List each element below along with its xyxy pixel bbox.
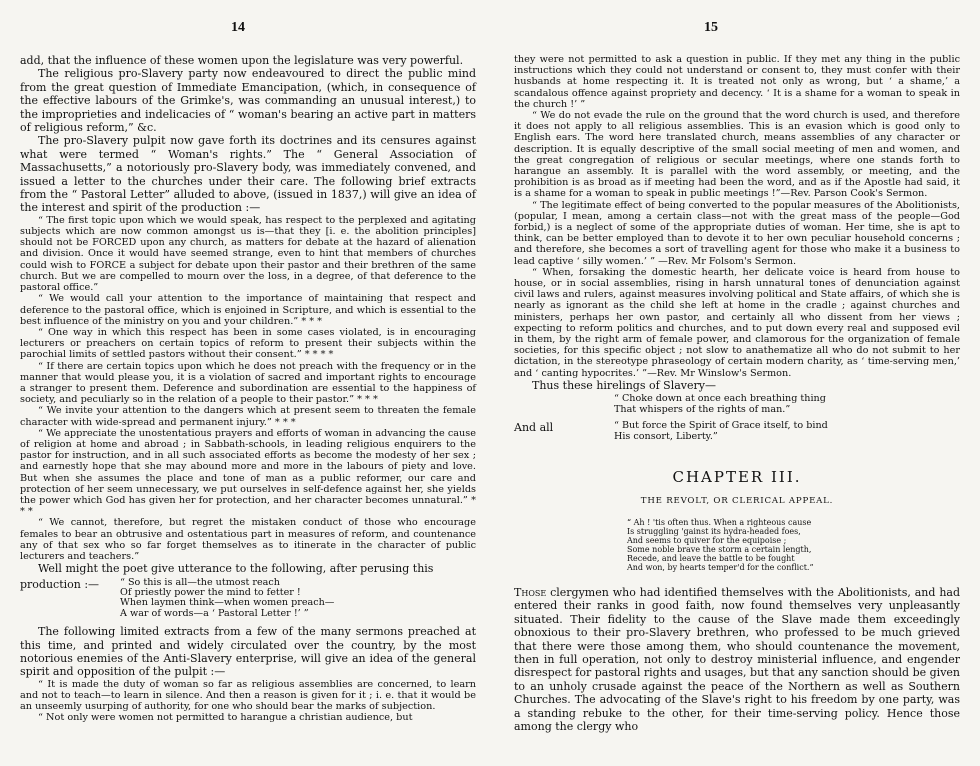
chapter-motto — [627, 518, 847, 572]
verse-line: “ So this is all—the utmost reach — [120, 576, 280, 588]
motto-line: And won, by hearts temper'd for the conflict.” — [627, 562, 814, 572]
verse-block — [20, 578, 476, 620]
paragraph: The following limited extracts from a few of the many sermons preached at this time, and printed and widely circulated over the country, by the most notorious enemies of the Anti-Slavery enterprise, will give an idea of the general spirit and opposition of the pulpit :— — [20, 625, 476, 679]
page-number: 15 — [704, 20, 718, 35]
paragraph: The pro-Slavery pulpit now gave forth its doctrines and its censures against what were termed “ Woman's rights.” The “ General Association of Massachusetts,” a notoriously pro-Slavery body, was immediately convened, and issued a letter to the churches under their care. The following brief extracts from the “ Pastoral Letter” alluded to above, (issued in 1837,) will give an idea of the interest and spirit of the production :— — [20, 134, 476, 215]
verse-block — [514, 394, 960, 415]
right-column — [514, 54, 960, 733]
right-page — [490, 0, 980, 766]
quoted-extract: “ The first topic upon which we would speak, has respect to the perplexed and agitating subjects which are now common amongst us is—that they [i. e. the abolition principles] should not be FORCED upon any church, as matters for debate at the hazard of alienation and division. Once it would have seemed strange, even to hint that members of churches could wish to FORCE a subject for debate upon their pastor and their brethren of the same church. But we are compelled to mourn over the loss, in a degree, of that deference to the pastoral office.” — [20, 214, 476, 294]
paragraph: Thus these hirelings of Slavery— — [532, 378, 716, 392]
motto-line: “ Ah ! 'tis often thus. When a righteous cause — [627, 517, 812, 527]
page-number: 14 — [231, 20, 245, 35]
verse-line: A war of words—a ‘ Pastoral Letter !’ ” — [120, 607, 309, 619]
quoted-extract: “ If there are certain topics upon which he does not preach with the frequency or in the manner that would please you, it is a violation of sacred and important rights to encourage a stranger to present them. Deference and subordination are essential to the happiness of society, and peculiarly so in the relation of a people to their pastor.” * * * — [20, 360, 476, 406]
verse-line: That whispers of the rights of man.” — [614, 403, 791, 415]
motto-line: Is struggling 'gainst its hydra-headed foes, — [627, 526, 801, 536]
chapter-paragraph — [514, 586, 960, 733]
quoted-extract: “ When, forsaking the domestic hearth, her delicate voice is heard from house to house, or in social assemblies, rising in harsh unnatural tones of denunciation against civil laws and rulers, against measures involving political and State affairs, of which she is nearly as ignorant as the child she left at home in the cradle ; against churches and ministers, perhaps her own pastor, and certainly all who dissent from her views ; expecting to reform politics and churches, and to put down every real and supposed evil in them, by the right arm of female power, and clamorous for the organization of female societies, for this specific object ; not slow to anathematize all who do not submit to her dictation, in the stereotype phraseology of certain modern charity, as ‘ time-serving men,’ and ‘ canting hypocrites.’ ”—Rev. Mr Winslow's Sermon. — [514, 266, 960, 379]
chapter-subtitle: THE REVOLT, OR CLERICAL APPEAL. — [640, 495, 834, 506]
quoted-extract: they were not permitted to ask a question in public. If they met any thing in the public instructions which they could not understand or consent to, they must confer with their husbands at home respecting it. It is treated not only as wrong, but ‘ a shame,’ a scandalous offence against propriety and decency. ‘ It is a shame for a woman to speak in the church !’ ” — [514, 54, 960, 110]
left-column — [20, 54, 476, 724]
quoted-extract: “ We invite your attention to the dangers which at present seem to threaten the female character with wide-spread and permanent injury.” * * * — [20, 405, 476, 428]
quoted-extract: “ We cannot, therefore, but regret the mistaken conduct of those who encourage females to bear an obtrusive and ostentatious part in measures of reform, and countenance any of that sex who so far forget themselves as to itinerate in the character of public lecturers and teachers.” — [20, 517, 476, 562]
verse-line: “ Choke down at once each breathing thing — [614, 393, 826, 405]
verse-label: And all — [514, 421, 554, 435]
paragraph: The religious pro-Slavery party now endeavoured to direct the public mind from the great question of Immediate Emancipation, (which, in consequence of the effective labours of the Grimke's, was commanding an unusual interest,) to the improprieties and indelicacies of “ woman's bearing an active part in matters of religious reform,” &c. — [20, 67, 476, 135]
verse-label: production :— — [20, 577, 100, 591]
verse-line: Of priestly power the mind to fetter ! — [120, 586, 301, 598]
chapter-opening-word: Those — [514, 585, 547, 599]
verse-block — [514, 421, 960, 442]
quoted-extract: “ We would call your attention to the importance of maintaining that respect and deference to the pastoral office, which is enjoined in Scripture, and which is essential to the best influence of the ministry on you and your children.” * * * — [20, 293, 476, 327]
quoted-extract: “ We do not evade the rule on the ground that the word church is used, and therefore it does not apply to all religious assemblies. This is an evasion which is good only to English ears. The word here translated church, means assemblies of any character or description. It is equally descriptive of the small social meeting of men and women, and the great congregation of religious or secular meetings, where one stands forth to harangue an assembly. It is parallel with the word assembly, or meeting, and the prohibition is as broad as if meeting had been the word, and as if the Apostle had said, it is a shame for a woman to speak in public meetings !”—Rev. Parson Cook's Sermon. — [514, 110, 960, 200]
quoted-extract: “ We appreciate the unostentatious prayers and efforts of woman in advancing the cause of religion at home and abroad ; in Sabbath-schools, in leading religious enquirers to the pastor for instruction, and in all such associated efforts as become the modesty of her sex ; and earnestly hope that she may abound more and more in the labours of piety and love. But when she assumes the place and tone of man as a public reformer, our care and protection of her seem unnecessary, we put ourselves in self-defence against her, she yields the power which God has given her for protection, and her character becomes unnatural.” * * * — [20, 427, 476, 518]
motto-line: And seems to quiver for the equipoise ; — [627, 535, 787, 545]
chapter-text: clergymen who had identified themselves with the Abolitionists, and had entered their ranks in good faith, now found themselves very unpleasantly situated. Their fidelity to the cause of the Slave made them exceedingly obnoxious to their pro-Slavery brethren, who professed to be much grieved that there were those among them, who should countenance the movement, then in full operation, not only to destroy ministerial influence, and engender disrespect for pastoral rights and usages, but that any sanction should be given to an unholy crusade against the peace of the Northern as well as Southern Churches. The advocating of the Slave's right to his freedom by one party, was a standing rebuke to the other, for their time-serving policy. Hence those among the clergy who — [514, 585, 961, 733]
quoted-extract: “ The legitimate effect of being converted to the popular measures of the Abolitionists, (popular, I mean, among a certain class—not with the great mass of the people—God forbid,) is a neglect of some of the appropriate duties of woman. Her time, she is apt to think, can be better employed than to devote it to her own peculiar household concerns ; and therefore, she becomes a sort of travelling agent for those who make it a business to lead captive ‘ silly women.’ ” —Rev. Mr Folsom's Sermon. — [514, 199, 960, 267]
quoted-extract: “ One way in which this respect has been in some cases violated, is in encouraging lecturers or preachers on certain topics of reform to present their subjects within the parochial limits of settled pastors without their consent.” * * * * — [20, 326, 476, 361]
motto-line: Some noble brave the storm a certain length, — [627, 544, 812, 554]
verse-line: When laymen think—when women preach— — [120, 597, 335, 609]
paragraph: add, that the influence of these women upon the legislature was very powerful. — [20, 54, 464, 67]
verse-line: “ But force the Spirit of Grace itself, to bind — [614, 420, 828, 432]
paragraph: Well might the poet give utterance to the following, after perusing this — [38, 562, 434, 576]
chapter-heading: CHAPTER III. — [672, 467, 802, 486]
verse-line: His consort, Liberty.” — [614, 430, 718, 442]
motto-line: Recede, and leave the battle to be fought — [627, 553, 795, 563]
quoted-extract: “ It is made the duty of woman so far as religious assemblies are concerned, to learn and not to teach—to learn in silence. And then a reason is given for it ; i. e. that it would be an unseemly usurping of authority, for one who should bear the marks of subjection. — [20, 678, 476, 713]
quoted-extract: “ Not only were women not permitted to harangue a christian audience, but — [38, 712, 413, 724]
